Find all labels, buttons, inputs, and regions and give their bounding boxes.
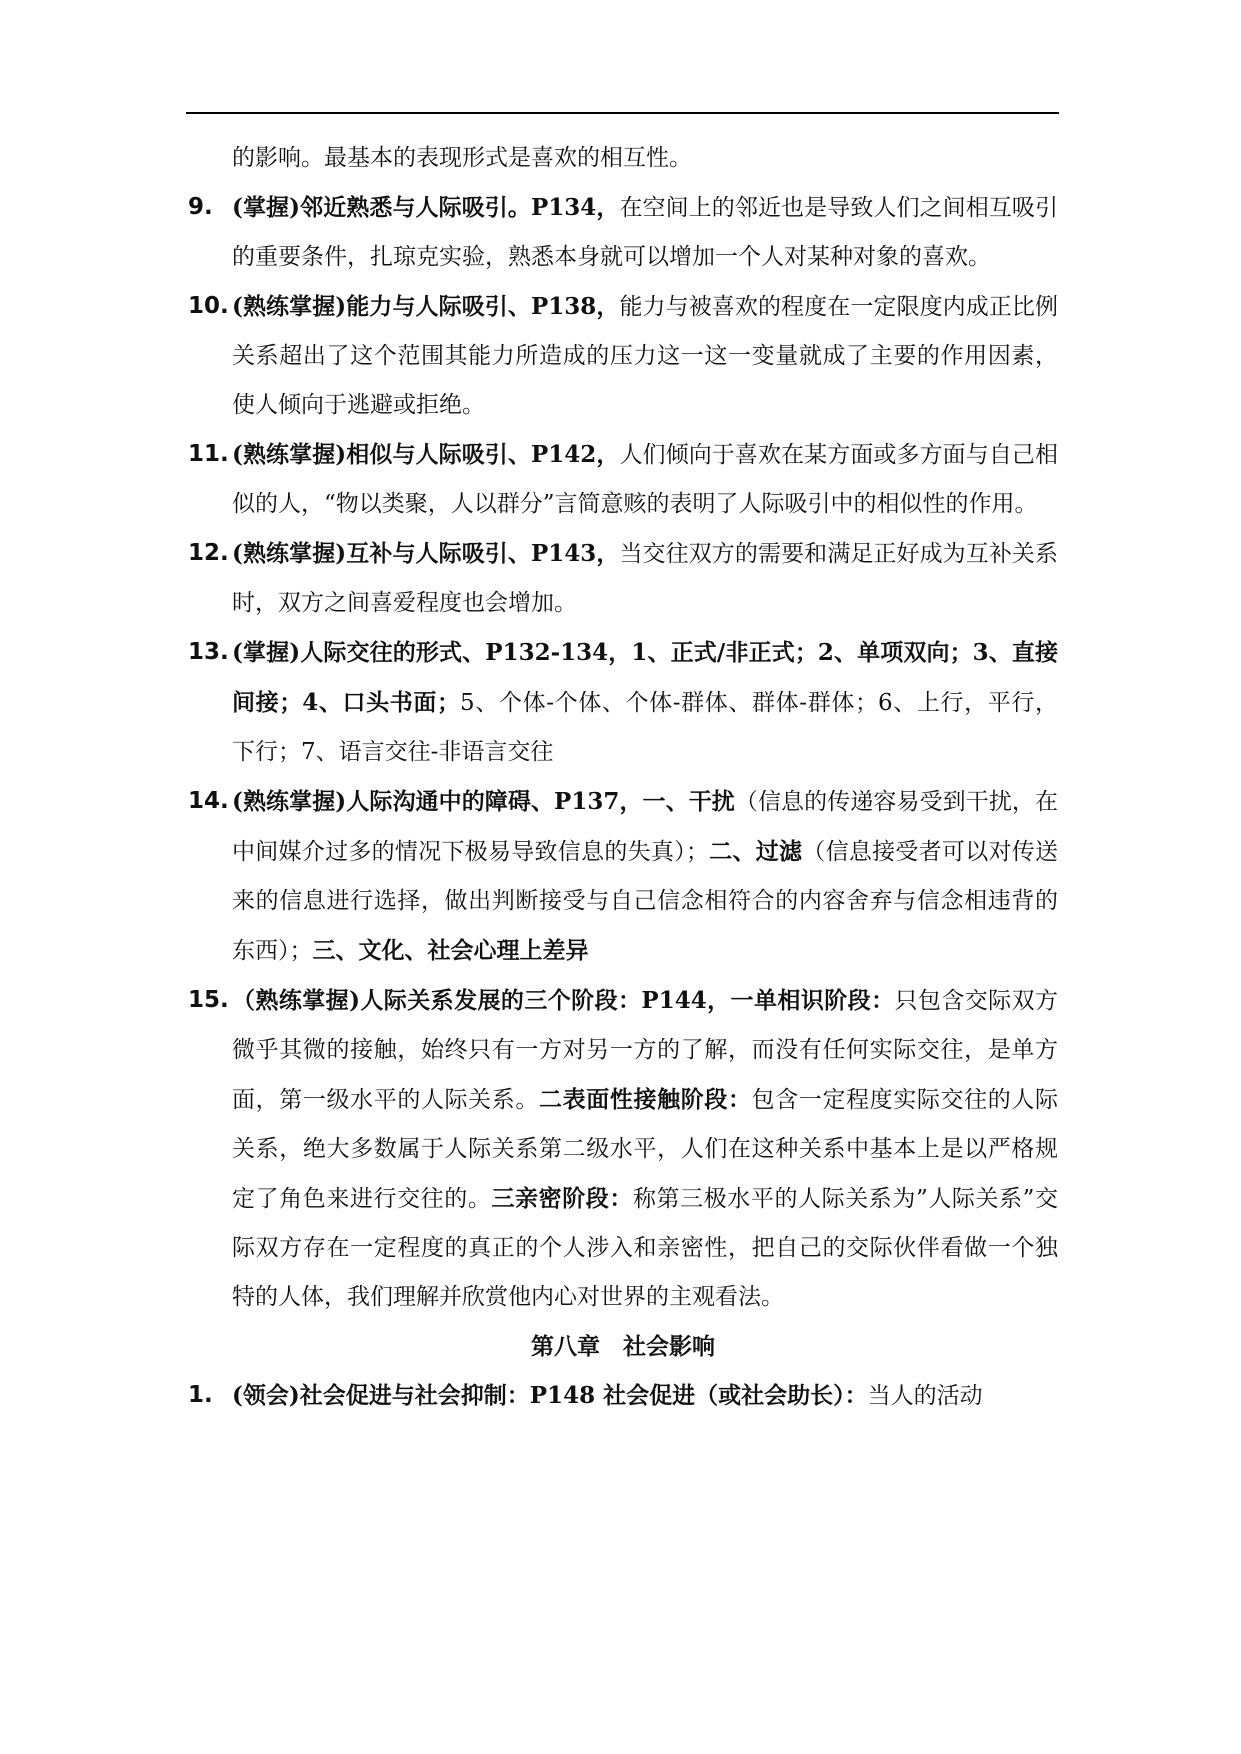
item-heading: (领会)社会促进与社会抑制：P148 社会促进（或社会助长）： — [232, 1382, 868, 1409]
document-page — [188, 134, 1058, 1421]
item-text: （信息接受者可以对传送来的信息进行选择，做出判断接受与自己信念相符合的内容舍弃与信念相违背的东西）； — [232, 839, 1059, 964]
list-item-11 — [188, 430, 1058, 529]
item-text: 人们倾向于喜欢在某方面或多方面与自己相似的人，“物以类聚，人以群分”言简意赅的表明了人际吸引中的相似性的作用。 — [232, 442, 1058, 517]
item-heading: (掌握)邻近熟悉与人际吸引。P134， — [232, 194, 620, 221]
chapter-title: 第八章 社会影响 — [531, 1333, 715, 1360]
item-text: 称第三极水平的人际关系为”人际关系”交际双方存在一定程度的真正的个人涉入和亲密性，把自己的交际伙伴看做一个独特的人体，我们理解并欣赏他内心对世界的主观看法。 — [232, 1186, 1058, 1310]
list-item-13 — [188, 628, 1058, 777]
item-number: 9. — [188, 194, 213, 220]
item-subheading: 二表面性接触阶段： — [539, 1086, 752, 1113]
item-subheading: 三、文化、社会心理上差异 — [312, 937, 589, 964]
item-text: 当交往双方的需要和满足正好成为互补关系时，双方之间喜爱程度也会增加。 — [232, 541, 1058, 616]
continuation-text: 的影响。最基本的表现形式是喜欢的相互性。 — [232, 145, 692, 171]
item-text: 5、个体-个体、个体-群体、群体-群体；6、上行，平行，下行；7、语言交往-非语言交往 — [232, 690, 1058, 765]
item-heading: (熟练掌握)相似与人际吸引、P142， — [232, 441, 620, 468]
list-item-9 — [188, 183, 1058, 282]
header-rule — [186, 112, 1059, 114]
item-number: 11. — [188, 441, 229, 467]
item-text: 能力与被喜欢的程度在一定限度内成正比例关系超出了这个范围其能力所造成的压力这一这一变量就成了主要的作用因素，使人倾向于逃避或拒绝。 — [232, 294, 1058, 418]
item-number: 14. — [188, 788, 229, 814]
item-text: （信息的传递容易受到干扰，在中间媒介过多的情况下极易导致信息的失真）； — [232, 789, 1058, 865]
item-heading: （熟练掌握)人际关系发展的三个阶段：P144，一单相识阶段： — [232, 987, 895, 1014]
item-heading: (熟练掌握)能力与人际吸引、P138， — [232, 293, 620, 320]
item-text: 只包含交际双方微乎其微的接触，始终只有一方对另一方的了解，而没有任何实际交往，是单方面，第一级水平的人际关系。 — [232, 988, 1059, 1113]
item-subheading: 三亲密阶段： — [491, 1185, 633, 1212]
list-item-14 — [188, 777, 1058, 976]
item-number: 15. — [188, 987, 229, 1013]
chapter-list-item-1 — [188, 1371, 1058, 1421]
item-heading: (熟练掌握)人际沟通中的障碍、P137，一、干扰 — [232, 788, 735, 815]
item-text: 当人的活动 — [867, 1383, 983, 1409]
item-text: 包含一定程度实际交往的人际关系，绝大多数属于人际关系第二级水平，人们在这种关系中基本上是以严格规定了角色来进行交往的。 — [232, 1087, 1059, 1212]
item-heading: (掌握)人际交往的形式、P132-134，1、正式/非正式；2、单项双向；3、直接间接；4、口头书面； — [232, 639, 1058, 716]
item-number: 10. — [188, 293, 229, 319]
item-number: 1. — [188, 1382, 213, 1408]
item-heading: (熟练掌握)互补与人际吸引、P143， — [232, 540, 620, 567]
item-subheading: 二、过滤 — [708, 838, 803, 865]
list-item-10 — [188, 282, 1058, 430]
item-number: 12. — [188, 540, 229, 566]
item-text: 在空间上的邻近也是导致人们之间相互吸引的重要条件，扎琼克实验，熟悉本身就可以增加一个人对某种对象的喜欢。 — [232, 195, 1058, 270]
list-item-15 — [188, 976, 1058, 1322]
item-number: 13. — [188, 639, 229, 665]
list-item-12 — [188, 529, 1058, 628]
